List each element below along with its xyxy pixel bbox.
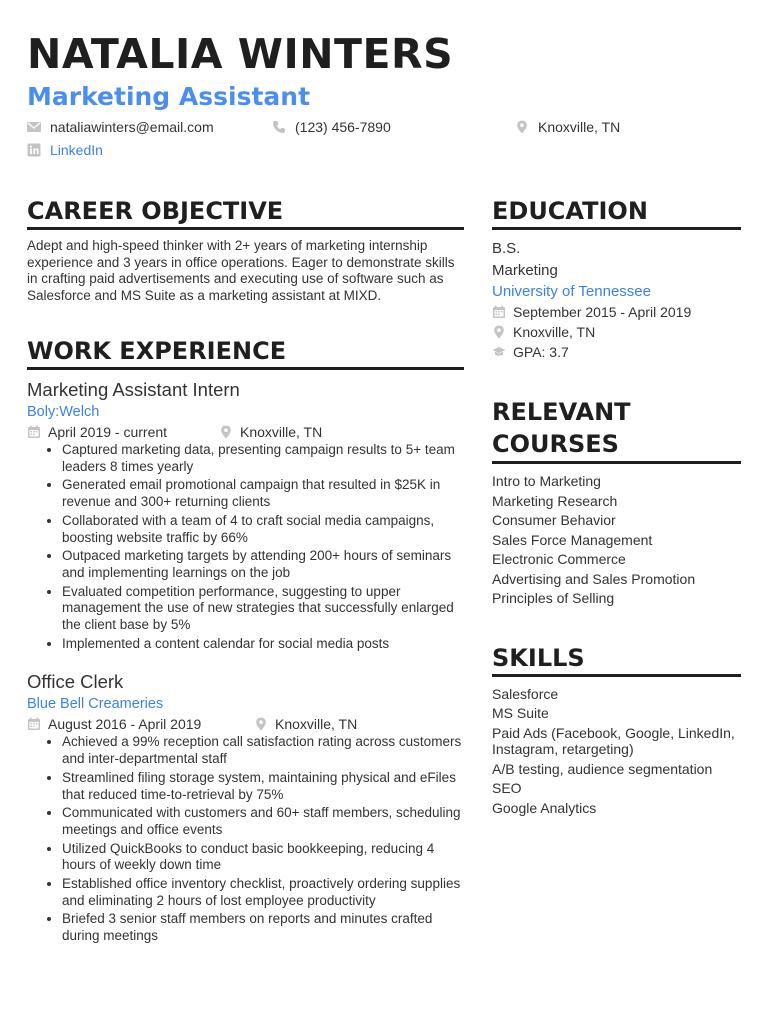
list-item: SEO — [492, 780, 522, 796]
list-item: • Evaluated competition performance, suggesting to upper management the use of new strategies that successfully enlarged the client base by 5% — [62, 584, 464, 634]
envelope-icon — [27, 120, 41, 134]
company-name: Blue Bell Creameries — [27, 696, 164, 713]
skills-heading: SKILLS — [492, 643, 741, 677]
linkedin-link[interactable]: LinkedIn — [50, 142, 103, 158]
education-gpa-row — [492, 342, 741, 362]
list-item: Advertising and Sales Promotion — [492, 570, 696, 587]
job-dates: August 2016 - April 2019 — [48, 716, 202, 733]
list-item: Google Analytics — [492, 799, 597, 816]
list-item: A/B testing, audience segmentation — [492, 760, 713, 777]
courses-heading-line2: COURSES — [492, 430, 619, 458]
job-location: Knoxville, TN — [275, 716, 358, 733]
list-item: Principles of Selling — [492, 590, 615, 606]
list-item: Intro to Marketing — [492, 473, 601, 489]
list-item: • Implemented a content calendar for social media posts — [62, 636, 464, 653]
list-item: Salesforce — [492, 685, 559, 702]
courses-list — [492, 472, 741, 609]
contact-phone[interactable] — [272, 119, 391, 135]
job-location: Knoxville, TN — [240, 424, 323, 440]
objective-text: Adept and high-speed thinker with 2+ years of marketing internship experience and 3 years in office operations. Eager to demonstrate skills in crafting paid advertisements and executing use of software such as Salesforce and MS Suite as a marketing assistant at MIXD. — [27, 238, 455, 303]
school-name: University of Tennessee — [492, 283, 651, 300]
degree-field: Marketing — [492, 262, 558, 279]
job-entry — [27, 378, 464, 652]
degree: B.S. — [492, 240, 521, 257]
job-entry — [27, 670, 464, 944]
job-bullets — [27, 442, 464, 652]
email-text: nataliawinters@email.com — [50, 119, 214, 135]
candidate-role: Marketing Assistant — [27, 82, 311, 111]
job-meta — [27, 714, 464, 734]
job-bullets — [27, 734, 464, 944]
left-column — [27, 196, 464, 947]
map-pin-icon — [254, 717, 268, 731]
contact-location — [515, 119, 620, 135]
job-title: Office Clerk — [27, 671, 124, 693]
candidate-name: NATALIA WINTERS — [27, 30, 454, 78]
company-name: Boly:Welch — [27, 404, 100, 420]
list-item: • Achieved a 99% reception call satisfaction rating across customers and inter-departmental staff — [62, 734, 464, 767]
skills-list — [492, 685, 741, 819]
list-item: Sales Force Management — [492, 531, 653, 548]
calendar-icon — [492, 305, 506, 319]
calendar-icon — [27, 717, 41, 731]
location-text: Knoxville, TN — [538, 119, 621, 135]
map-pin-icon — [219, 425, 233, 439]
list-item: • Communicated with customers and 60+ staff members, scheduling meetings and office events — [62, 805, 464, 838]
contact-linkedin[interactable] — [27, 142, 103, 158]
job-meta — [27, 422, 464, 442]
contact-bar — [27, 119, 741, 169]
phone-icon — [272, 120, 286, 134]
education-heading: EDUCATION — [492, 196, 741, 230]
list-item: Marketing Research — [492, 492, 618, 509]
education-location: Knoxville, TN — [513, 324, 596, 340]
experience-heading: WORK EXPERIENCE — [27, 336, 464, 370]
list-item: • Captured marketing data, presenting campaign results to 5+ team leaders 8 times yearly — [62, 442, 464, 475]
linkedin-icon — [27, 143, 41, 157]
education-location-row — [492, 322, 741, 342]
objective-heading: CAREER OBJECTIVE — [27, 196, 464, 230]
list-item: • Streamlined filing storage system, maintaining physical and eFiles that reduced time-to-retrieval by 75% — [62, 770, 464, 803]
contact-email[interactable] — [27, 119, 214, 135]
list-item: Paid Ads (Facebook, Google, LinkedIn, Instagram, retargeting) — [492, 724, 735, 757]
job-title: Marketing Assistant Intern — [27, 379, 240, 400]
calendar-icon — [27, 425, 41, 439]
list-item: Electronic Commerce — [492, 551, 626, 567]
list-item: Consumer Behavior — [492, 512, 616, 528]
education-dates-row — [492, 302, 741, 322]
list-item: • Briefed 3 senior staff members on reports and minutes crafted during meetings — [62, 911, 464, 944]
graduation-cap-icon — [492, 345, 506, 359]
map-pin-icon — [492, 325, 506, 339]
right-column — [492, 196, 741, 818]
courses-heading — [492, 396, 741, 464]
list-item: MS Suite — [492, 705, 549, 721]
map-pin-icon — [515, 120, 529, 134]
phone-text: (123) 456-7890 — [295, 119, 391, 135]
list-item: • Utilized QuickBooks to conduct basic bookkeeping, reducing 4 hours of weekly down time — [62, 841, 464, 874]
list-item: • Collaborated with a team of 4 to craft social media campaigns, boosting website traffic by 66% — [62, 513, 464, 546]
resume-page — [27, 30, 741, 944]
list-item: • Outpaced marketing targets by attending 200+ hours of seminars and implementing learnings on the job — [62, 548, 464, 581]
education-gpa: GPA: 3.7 — [513, 344, 569, 360]
education-dates: September 2015 - April 2019 — [513, 304, 692, 320]
job-dates: April 2019 - current — [48, 424, 168, 440]
courses-heading-line1: RELEVANT — [492, 398, 631, 426]
list-item: • Generated email promotional campaign that resulted in $25K in revenue and 300+ returning clients — [62, 477, 464, 510]
list-item: • Established office inventory checklist, proactively ordering supplies and eliminating 2 hours of lost employee productivity — [62, 876, 464, 909]
